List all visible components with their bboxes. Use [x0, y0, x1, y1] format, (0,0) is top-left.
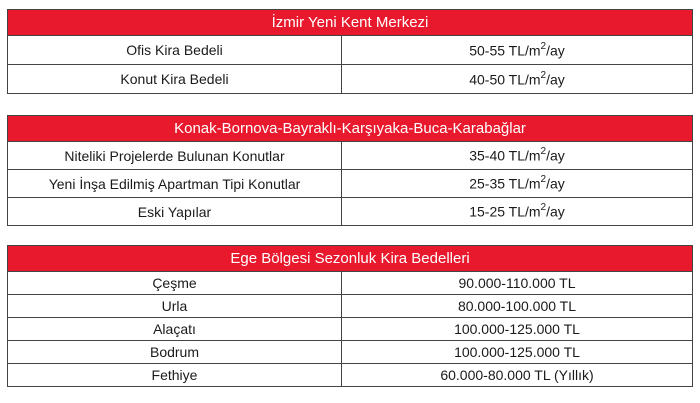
row-value: 50-55 $TL/m^2/ay$ — [342, 36, 693, 65]
table-title: Ege Bölgesi Sezonluk Kira Bedelleri — [8, 246, 693, 272]
row-label: Ofis Kira Bedeli — [8, 36, 342, 65]
row-label: Yeni İnşa Edilmiş Apartman Tipi Konutlar — [8, 170, 342, 198]
row-value: 35-40 $TL/m^2/ay$ — [342, 142, 693, 170]
row-value: 40-50 $TL/m^2/ay$ — [342, 65, 693, 94]
table-row — [8, 36, 693, 65]
table-row — [8, 65, 693, 94]
table-row — [8, 170, 693, 198]
row-label: Fethiye — [8, 364, 342, 387]
row-value: 100.000-125.000 TL — [342, 318, 693, 341]
table-row — [8, 341, 693, 364]
row-label: Niteliki Projelerde Bulunan Konutlar — [8, 142, 342, 170]
table-row — [8, 272, 693, 295]
row-value: 90.000-110.000 TL — [342, 272, 693, 295]
row-value: 100.000-125.000 TL — [342, 341, 693, 364]
row-value: 15-25 $TL/m^2/ay$ — [342, 198, 693, 226]
table-row — [8, 318, 693, 341]
row-value: 80.000-100.000 TL — [342, 295, 693, 318]
row-label: Alaçatı — [8, 318, 342, 341]
ege-sezonluk-kira-table — [7, 245, 693, 387]
konak-bornova-table — [7, 115, 693, 226]
table-title: İzmir Yeni Kent Merkezi — [8, 10, 693, 36]
row-value: 60.000-80.000 TL (Yıllık) — [342, 364, 693, 387]
table-row — [8, 295, 693, 318]
row-value: 25-35 $TL/m^2/ay$ — [342, 170, 693, 198]
row-label: Bodrum — [8, 341, 342, 364]
table-row — [8, 198, 693, 226]
table-row — [8, 364, 693, 387]
table-row — [8, 142, 693, 170]
table-title: Konak-Bornova-Bayraklı-Karşıyaka-Buca-Karabağlar — [8, 116, 693, 142]
row-label: Konut Kira Bedeli — [8, 65, 342, 94]
izmir-yeni-kent-merkezi-table — [7, 9, 693, 94]
row-label: Urla — [8, 295, 342, 318]
row-label: Çeşme — [8, 272, 342, 295]
row-label: Eski Yapılar — [8, 198, 342, 226]
